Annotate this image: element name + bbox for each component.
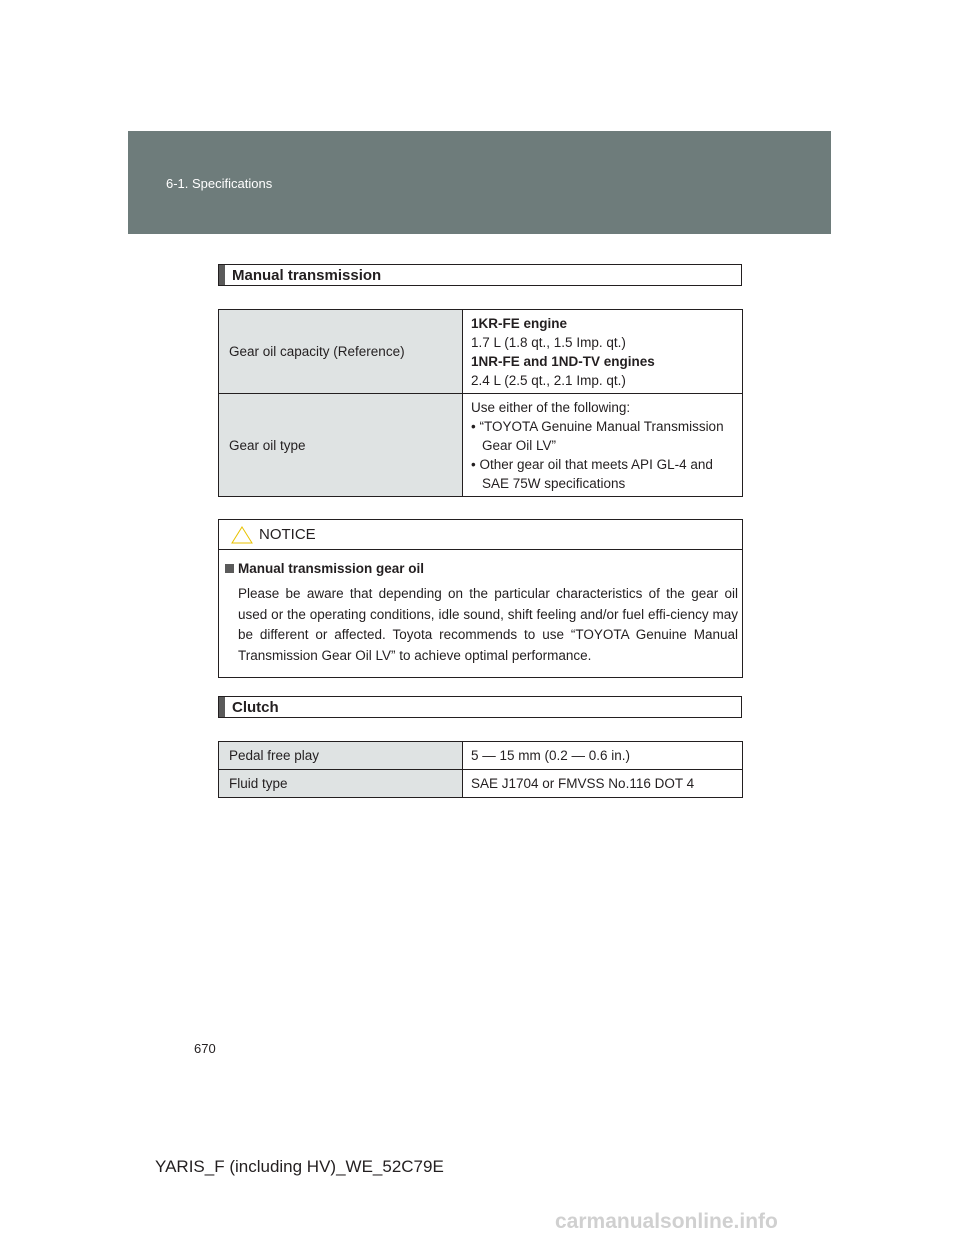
gear-oil-option: • “TOYOTA Genuine Manual Transmission Gear Oil LV” (471, 418, 724, 453)
warning-triangle-icon (231, 526, 253, 544)
engine-b: 1NR-FE and 1ND-TV engines (471, 353, 655, 369)
table-row (219, 742, 743, 770)
capacity-b: 2.4 L (2.5 qt., 2.1 Imp. qt.) (471, 372, 626, 388)
fluid-type-value: SAE J1704 or FMVSS No.116 DOT 4 (463, 770, 743, 798)
table-row (219, 394, 743, 497)
header-band (128, 131, 831, 234)
fluid-type-label: Fluid type (219, 770, 463, 798)
heading-tab (219, 265, 225, 285)
notice-body: Please be aware that depending on the particular characteristics of the gear oil used or the operating conditions, idle sound, shift feeling and/or fuel effi-ciency may be different or affected. Toyota recommends to use “TOYOTA Genuine Manual Transmission Gear Oil LV” to achieve optimal performance. (238, 586, 738, 663)
table-row (219, 310, 743, 394)
manual-transmission-table (218, 309, 743, 497)
pedal-free-play-value: 5 — 15 mm (0.2 — 0.6 in.) (463, 742, 743, 770)
clutch-title: Clutch (232, 699, 279, 716)
manual-transmission-title: Manual transmission (232, 267, 382, 284)
watermark: carmanualsonline.info (555, 1210, 778, 1233)
notice-subheading-text: Manual transmission gear oil (238, 561, 425, 576)
notice-box (218, 519, 743, 678)
notice-heading: NOTICE (259, 526, 316, 543)
table-row (219, 770, 743, 798)
heading-tab (219, 697, 225, 717)
clutch-heading (218, 696, 742, 718)
notice-header (219, 520, 742, 550)
clutch-table (218, 741, 743, 798)
manual-transmission-heading (218, 264, 742, 286)
capacity-a: 1.7 L (1.8 qt., 1.5 Imp. qt.) (471, 334, 626, 350)
pedal-free-play-label: Pedal free play (219, 742, 463, 770)
gear-oil-type-value (463, 394, 743, 497)
gear-oil-capacity-value (463, 310, 743, 394)
document-id: YARIS_F (including HV)_WE_52C79E (155, 1157, 444, 1176)
gear-oil-type-intro: Use either of the following: (471, 399, 631, 415)
notice-subheading (225, 561, 424, 576)
gear-oil-type-label: Gear oil type (219, 394, 463, 497)
page-number: 670 (194, 1041, 216, 1056)
gear-oil-capacity-label: Gear oil capacity (Reference) (219, 310, 463, 394)
square-bullet-icon (225, 564, 234, 573)
engine-a: 1KR-FE engine (471, 315, 568, 331)
section-title: 6-1. Specifications (166, 176, 273, 191)
gear-oil-option: • Other gear oil that meets API GL-4 and SAE 75W specifications (471, 456, 713, 491)
